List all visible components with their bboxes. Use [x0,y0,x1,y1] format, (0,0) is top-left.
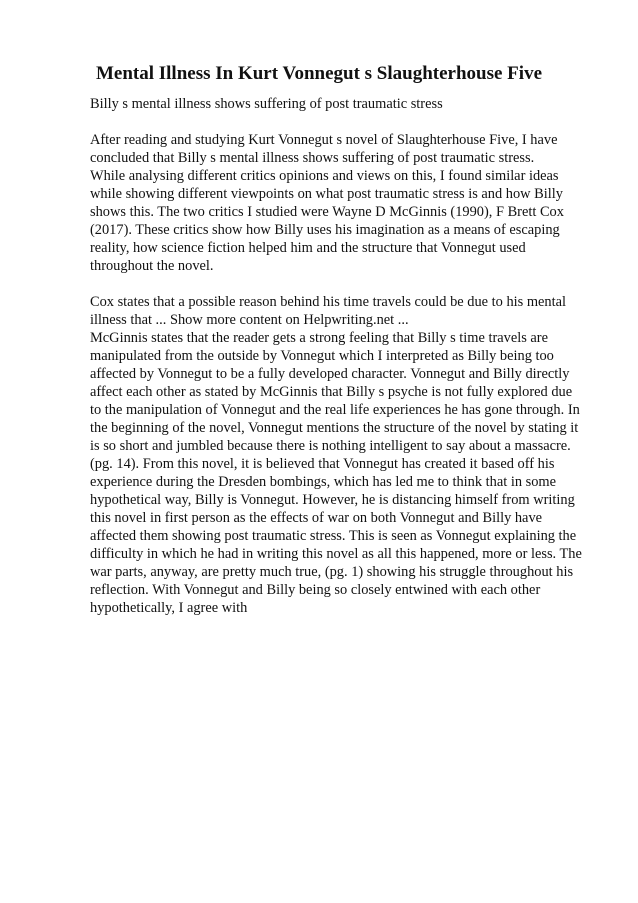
text-line: to the manipulation of Vonnegut and the real life experiences he has gone through. In [90,402,580,418]
text-line: (2017). These critics show how Billy uses his imagination as a means of escaping [90,222,560,238]
document-title: Mental Illness In Kurt Vonnegut s Slaughterhouse Five [95,63,543,84]
text-line: reality, how science fiction helped him and the structure that Vonnegut used [90,240,526,256]
text-line: shows this. The two critics I studied were Wayne D McGinnis (1990), F Brett Cox [90,204,564,220]
text-line: manipulated from the outside by Vonnegut which I interpreted as Billy being too [90,348,554,364]
text-line: affected them showing post traumatic stress. This is seen as Vonnegut explaining the [90,528,577,544]
text-line: hypothetically, I agree with [90,600,248,616]
text-line: hypothetical way, Billy is Vonnegut. However, he is distancing himself from writing [90,492,575,508]
subtitle-line: Billy s mental illness shows suffering of post traumatic stress [90,96,443,112]
text-line: illness that ... Show more content on Helpwriting.net ... [90,312,409,328]
text-line: the beginning of the novel, Vonnegut mentions the structure of the novel by stating it [90,420,579,436]
text-line: affect each other as stated by McGinnis that Billy s psyche is not fully explored due [90,384,573,400]
text-line: difficulty in which he had in writing this novel as all this happened, more or less. The [90,546,582,562]
text-line: While analysing different critics opinions and views on this, I found similar ideas [90,168,559,184]
text-line: McGinnis states that the reader gets a strong feeling that Billy s time travels are [90,330,548,346]
text-line: this novel in first person as the effects of war on both Vonnegut and Billy have [90,510,543,526]
text-line: war parts, anyway, are pretty much true, (pg. 1) showing his struggle throughout his [90,564,574,580]
text-line: throughout the novel. [90,258,214,274]
text-line: is so short and jumbled because there is nothing intelligent to say about a massacre. [90,438,571,454]
text-line: After reading and studying Kurt Vonnegut s novel of Slaughterhouse Five, I have [90,132,558,148]
text-line: affected by Vonnegut to be a fully developed character. Vonnegut and Billy directly [90,366,570,382]
text-line: (pg. 14). From this novel, it is believed that Vonnegut has created it based off his [90,456,555,472]
text-line: experience during the Dresden bombings, which has led me to think that in some [90,474,556,490]
text-line: Cox states that a possible reason behind his time travels could be due to his mental [90,294,566,310]
text-line: reflection. With Vonnegut and Billy being so closely entwined with each other [90,582,541,598]
text-line: concluded that Billy s mental illness shows suffering of post traumatic stress. [90,150,535,166]
text-line: while showing different viewpoints on what post traumatic stress is and how Billy [90,186,563,202]
